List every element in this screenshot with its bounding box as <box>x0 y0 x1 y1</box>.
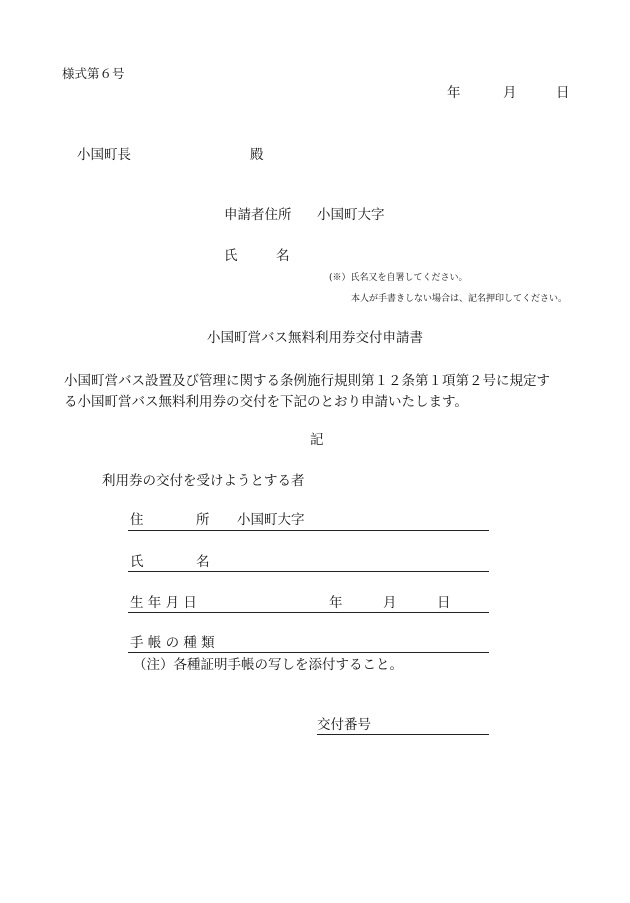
date-month-label: 月 <box>503 85 517 101</box>
field-dob-label: 生 年 月 日 <box>130 595 197 611</box>
issue-number-row <box>317 719 489 735</box>
applicant-note-2: 本人が手書きしない場合は、記名押印してください。 <box>351 294 568 304</box>
body-line-1: 小国町営バス設置及び管理に関する条例施行規則第１２条第１項第２号に規定す <box>64 373 550 389</box>
applicant-name-label-2: 名 <box>276 248 290 264</box>
recipient-honorific: 殿 <box>250 147 264 163</box>
ki-heading: 記 <box>310 432 324 448</box>
field-address-label-2: 所 <box>196 512 210 528</box>
field-name-row <box>128 556 489 572</box>
field-name-label-2: 名 <box>196 554 210 570</box>
applicant-name-label-1: 氏 <box>224 248 238 264</box>
body-line-2: る小国町営バス無料利用券の交付を下記のとおり申請いたします。 <box>64 394 468 410</box>
field-name-label-1: 氏 <box>130 554 144 570</box>
field-notebook-label: 手 帳 の 種 類 <box>130 635 215 651</box>
section-heading: 利用券の交付を受けようとする者 <box>102 473 305 489</box>
field-address-value: 小国町大字 <box>237 512 305 528</box>
field-address-row <box>128 514 489 531</box>
field-address-label-1: 住 <box>130 512 144 528</box>
date-day-label: 日 <box>556 85 570 101</box>
recipient-name: 小国町長 <box>77 147 131 163</box>
field-dob-month: 月 <box>383 595 397 611</box>
field-dob-day: 日 <box>437 595 451 611</box>
field-notebook-row <box>128 637 489 653</box>
field-dob-row <box>128 597 489 613</box>
applicant-address-label: 申請者住所 <box>224 207 292 223</box>
applicant-note-1: (※）氏名又を自署してください。 <box>329 273 468 283</box>
date-year-label: 年 <box>447 85 461 101</box>
document-title: 小国町営バス無料利用券交付申請書 <box>207 330 423 346</box>
issue-number-label: 交付番号 <box>317 717 371 733</box>
form-number: 様式第６号 <box>62 66 125 81</box>
applicant-address-value: 小国町大字 <box>317 207 385 223</box>
field-dob-year: 年 <box>329 595 343 611</box>
attach-note: （注）各種証明手帳の写しを添付すること。 <box>133 657 403 673</box>
